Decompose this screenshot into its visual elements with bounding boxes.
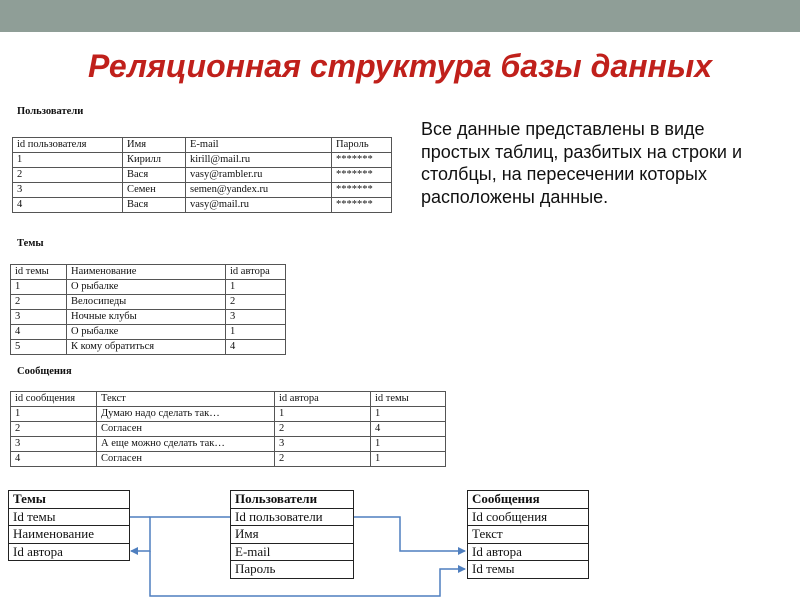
table-cell: 1: [226, 325, 286, 340]
table-cell: А еще можно сделать так…: [97, 437, 275, 452]
table-cell: 1: [275, 407, 371, 422]
link-users-to-topics: [131, 517, 230, 551]
table-cell: 3: [11, 310, 67, 325]
table-cell: 2: [226, 295, 286, 310]
page-title: Реляционная структура базы данных: [88, 48, 712, 84]
schema-messages-field: Id темы: [468, 560, 588, 578]
schema-messages-field: Id сообщения: [468, 508, 588, 526]
table-cell: К кому обратиться: [67, 340, 226, 355]
schema-topics-title: Темы: [13, 491, 46, 506]
schema-topics-field: Наименование: [9, 525, 129, 543]
schema-users-field: E-mail: [231, 543, 353, 561]
table-cell: Велосипеды: [67, 295, 226, 310]
table-cell: Согласен: [97, 452, 275, 467]
schema-topics-field: Id автора: [9, 543, 129, 561]
table-cell: vasy@mail.ru: [186, 198, 332, 213]
table-cell: *******: [332, 153, 392, 168]
schema-topics-box: [8, 490, 130, 561]
table-cell: 2: [11, 422, 97, 437]
table-cell: 1: [226, 280, 286, 295]
table-header-cell: id автора: [275, 392, 371, 407]
schema-messages-title: Сообщения: [472, 491, 540, 506]
table-cell: *******: [332, 168, 392, 183]
schema-messages-box: [467, 490, 589, 579]
table-cell: 5: [11, 340, 67, 355]
table-cell: 3: [226, 310, 286, 325]
table-cell: 4: [371, 422, 446, 437]
table-cell: Семен: [123, 183, 186, 198]
table-cell: О рыбалке: [67, 280, 226, 295]
table-cell: Вася: [123, 168, 186, 183]
table-cell: Вася: [123, 198, 186, 213]
link-users-to-messages: [353, 517, 465, 551]
table-cell: kirill@mail.ru: [186, 153, 332, 168]
table-header-cell: id сообщения: [11, 392, 97, 407]
schema-topics-field: Id темы: [9, 508, 129, 526]
table-cell: 2: [11, 295, 67, 310]
table-cell: 4: [226, 340, 286, 355]
table-cell: О рыбалке: [67, 325, 226, 340]
table-cell: Ночные клубы: [67, 310, 226, 325]
table-cell: 2: [13, 168, 123, 183]
table-cell: 2: [275, 422, 371, 437]
table-cell: 3: [13, 183, 123, 198]
table-cell: vasy@rambler.ru: [186, 168, 332, 183]
table-cell: 1: [371, 437, 446, 452]
table-cell: 1: [371, 407, 446, 422]
users-table-caption: Пользователи: [17, 106, 84, 117]
table-cell: 4: [11, 325, 67, 340]
description-text: Все данные представлены в виде простых таблиц, разбитых на строки и столбцы, на пересечении которых расположены данные.: [421, 119, 742, 207]
topics-table-caption: Темы: [17, 238, 44, 249]
schema-users-field: Id пользователи: [231, 508, 353, 526]
table-cell: Думаю надо сделать так…: [97, 407, 275, 422]
schema-users-field: Пароль: [231, 560, 353, 578]
table-header-cell: id темы: [371, 392, 446, 407]
table-cell: 3: [275, 437, 371, 452]
table-cell: 2: [275, 452, 371, 467]
table-header-cell: Текст: [97, 392, 275, 407]
schema-users-box: [230, 490, 354, 579]
schema-users-title: Пользователи: [235, 491, 318, 506]
schema-users-field: Имя: [231, 525, 353, 543]
table-cell: *******: [332, 198, 392, 213]
messages-table-caption: Сообщения: [17, 366, 72, 377]
table-header-cell: id темы: [11, 265, 67, 280]
table-cell: Согласен: [97, 422, 275, 437]
table-header-cell: Пароль: [332, 138, 392, 153]
table-cell: 1: [371, 452, 446, 467]
table-cell: 1: [13, 153, 123, 168]
schema-messages-field: Текст: [468, 525, 588, 543]
table-cell: *******: [332, 183, 392, 198]
table-header-cell: Имя: [123, 138, 186, 153]
table-header-cell: E-mail: [186, 138, 332, 153]
table-cell: semen@yandex.ru: [186, 183, 332, 198]
table-cell: 4: [11, 452, 97, 467]
schema-messages-field: Id автора: [468, 543, 588, 561]
table-header-cell: id автора: [226, 265, 286, 280]
table-header-cell: id пользователя: [13, 138, 123, 153]
table-cell: 1: [11, 280, 67, 295]
table-header-cell: Наименование: [67, 265, 226, 280]
table-cell: 1: [11, 407, 97, 422]
table-cell: Кирилл: [123, 153, 186, 168]
table-cell: 3: [11, 437, 97, 452]
table-cell: 4: [13, 198, 123, 213]
